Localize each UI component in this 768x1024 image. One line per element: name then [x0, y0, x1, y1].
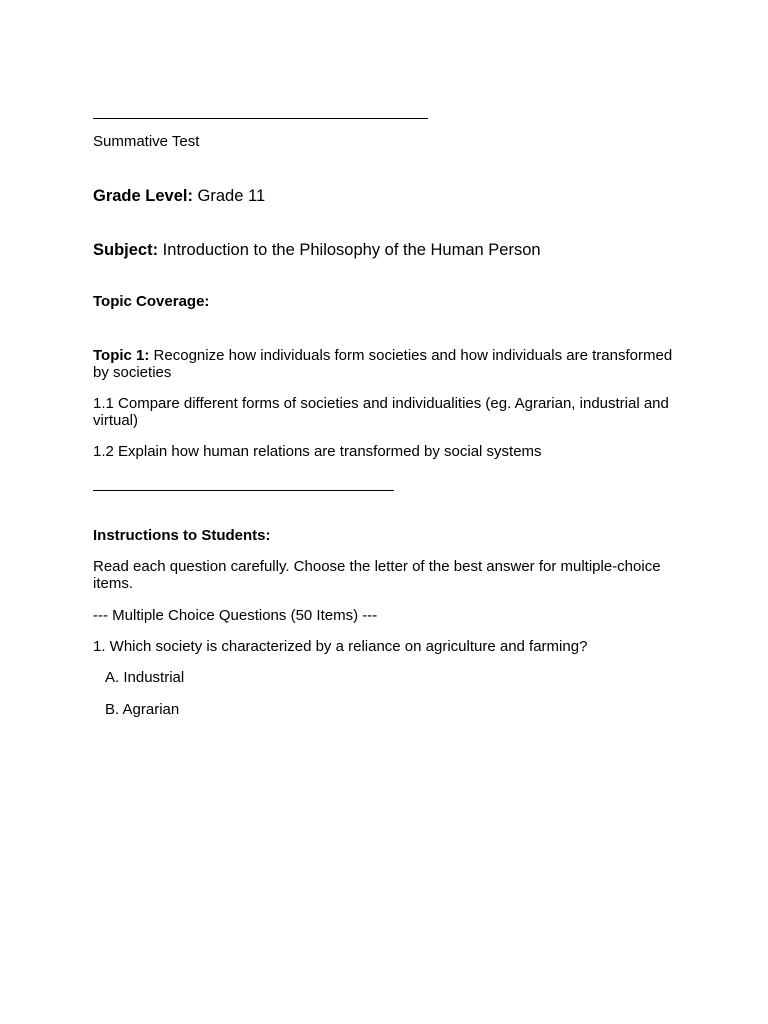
- subject: [93, 240, 541, 260]
- topic-1: [93, 347, 673, 381]
- subject-label: Subject:: [93, 241, 159, 259]
- topic-1-label: Topic 1:: [93, 347, 150, 364]
- question-1-option-b: B. Agrarian: [105, 701, 180, 718]
- top-rule: [93, 118, 428, 119]
- instructions-heading: [93, 527, 271, 544]
- section-title: --- Multiple Choice Questions (50 Items) ---: [93, 607, 378, 624]
- subject-value: Introduction to the Philosophy of the Human Person: [158, 241, 541, 259]
- question-1-option-a: A. Industrial: [105, 669, 185, 686]
- objective-1-1: 1.1 Compare different forms of societies and individualities (eg. Agrarian, industrial and virtual): [93, 395, 669, 429]
- grade-level-value: Grade 11: [192, 187, 266, 205]
- grade-level-label: Grade Level:: [93, 187, 193, 205]
- topic-coverage-heading: [93, 293, 209, 310]
- middle-rule: [93, 490, 394, 491]
- objective-1-2: 1.2 Explain how human relations are transformed by social systems: [93, 443, 542, 460]
- topic-1-text: Recognize how individuals form societies and how individuals are transformed by societies: [93, 347, 673, 381]
- grade-level: [93, 186, 265, 206]
- question-1: 1. Which society is characterized by a reliance on agriculture and farming?: [93, 638, 588, 655]
- topic-coverage-heading-text: Topic Coverage:: [93, 293, 210, 310]
- instructions-text: Read each question carefully. Choose the letter of the best answer for multiple-choice items.: [93, 558, 661, 592]
- test-type: Summative Test: [93, 133, 200, 150]
- instructions-heading-text: Instructions to Students:: [93, 527, 271, 544]
